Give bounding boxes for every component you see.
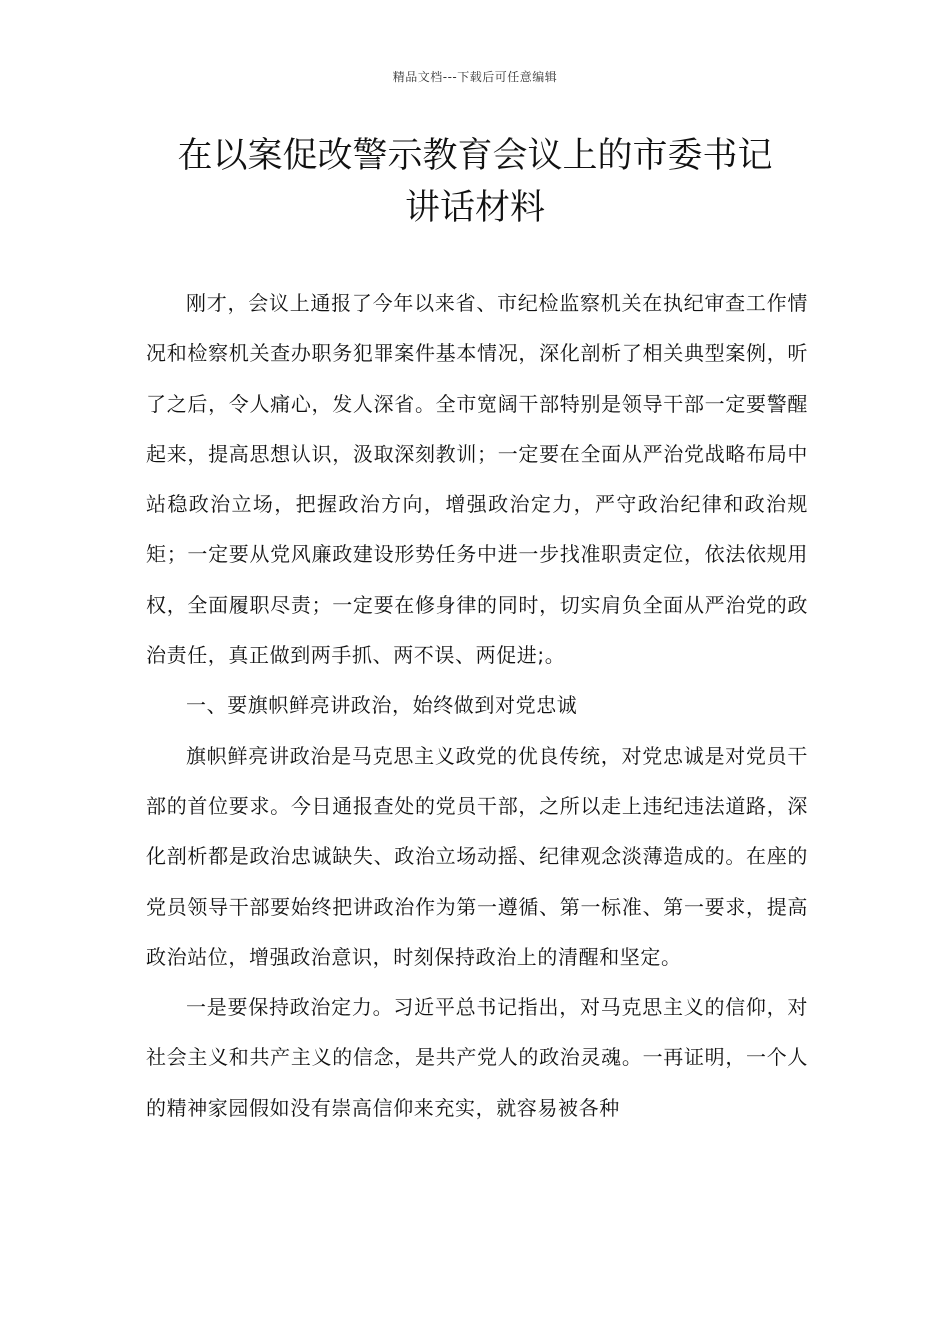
- paragraph-point-1: 一是要保持政治定力。习近平总书记指出，对马克思主义的信仰，对社会主义和共产主义的信念，是共产党人的政治灵魂。一再证明，一个人的精神家园假如没有崇高信仰来充实，就容易被各种: [146, 995, 808, 1120]
- document-title: [120, 130, 830, 234]
- paragraph-section-1: 旗帜鲜亮讲政治是马克思主义政党的优良传统，对党忠诚是对党员干部的首位要求。今日通报查处的党员干部，之所以走上违纪违法道路，深化剖析都是政治忠诚缺失、政治立场动摇、纪律观念淡薄造成的。在座的党员领导干部要始终把讲政治作为第一遵循、第一标准、第一要求，提高政治站位，增强政治意识，时刻保持政治上的清醒和坚定。: [146, 743, 808, 969]
- section-heading-1: 一、要旗帜鲜亮讲政治，始终做到对党忠诚: [186, 693, 578, 718]
- paragraph-intro: 刚才，会议上通报了今年以来省、市纪检监察机关在执纪审查工作情况和检察机关查办职务犯罪案件基本情况，深化剖析了相关典型案例，听了之后，令人痛心，发人深省。全市宽阔干部特别是领导干部一定要警醒起来，提高思想认识，汲取深刻教训；一定要在全面从严治党战略布局中站稳政治立场，把握政治方向，增强政治定力，严守政治纪律和政治规矩；一定要从党风廉政建设形势任务中进一步找准职责定位，依法依规用权，全面履职尽责；一定要在修身律的同时，切实肩负全面从严治党的政治责任，真正做到两手抓、两不误、两促进;。: [146, 291, 808, 668]
- document-body: [146, 278, 808, 1133]
- title-line-1: 在以案促改警示教育会议上的市委书记: [177, 136, 773, 176]
- header-note: 精品文档---下载后可任意编辑: [392, 70, 558, 84]
- title-line-2: 讲话材料: [404, 188, 545, 228]
